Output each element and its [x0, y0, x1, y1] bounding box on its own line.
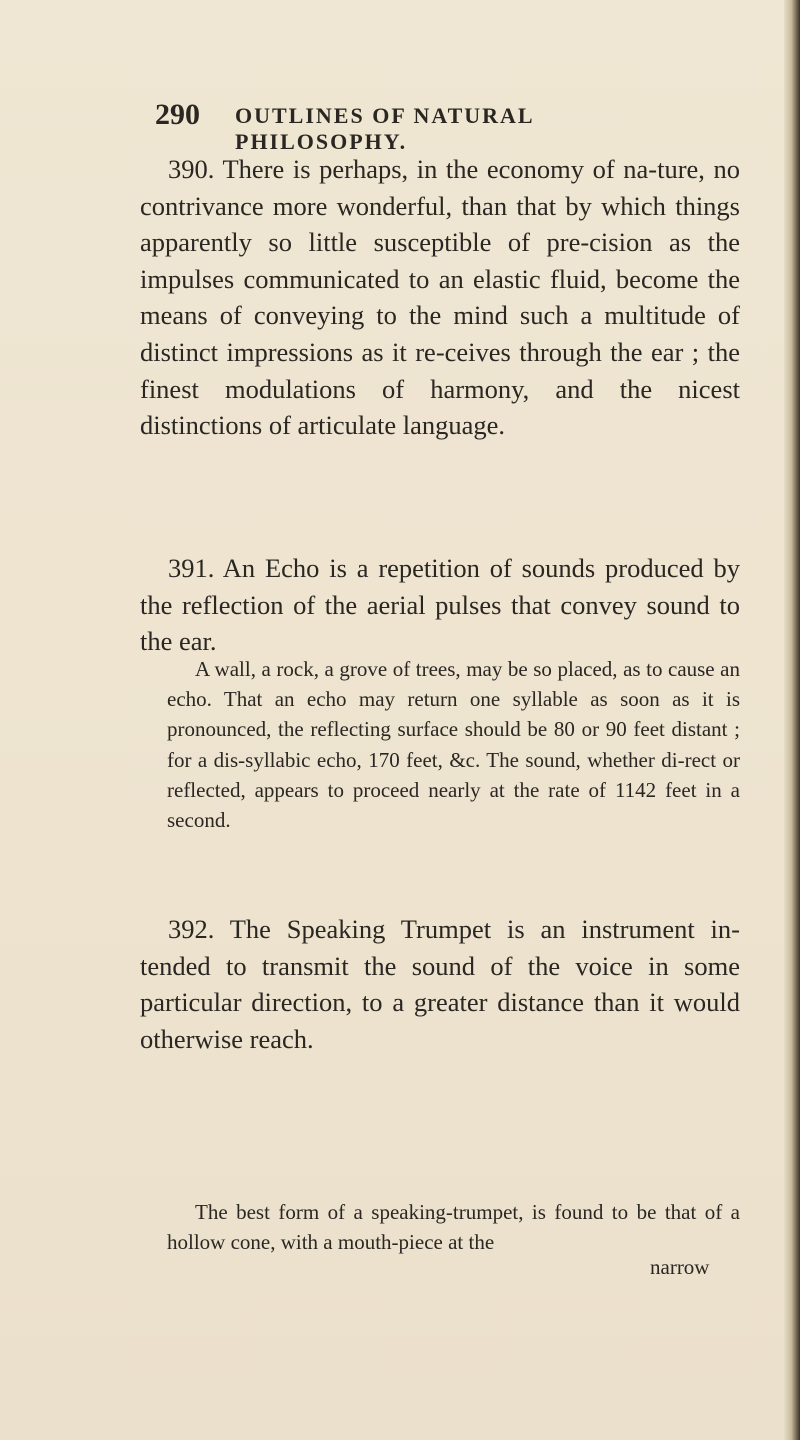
- running-head: [155, 98, 695, 154]
- running-title: OUTLINES OF NATURAL PHILOSOPHY.: [235, 103, 534, 154]
- note-392: The best form of a speaking-trumpet, is found to be that of a hollow cone, with a mouth-piece at the: [167, 1200, 740, 1255]
- note-391: A wall, a rock, a grove of trees, may be so placed, as to cause an echo. That an echo may return one syllable as soon as it is pronounced, the reflecting surface should be 80 or 90 feet distant ; for a dis-syllabic echo, 170 feet, &c. The sound, whether di-rect or reflected, appears to proceed nearly at the rate of 1142 feet in a second.: [167, 657, 740, 833]
- paragraph-392: 392. The Speaking Trumpet is an instrument in-tended to transmit the sound of the voice in some particular direction, to a greater distance than it would otherwise reach.: [140, 914, 740, 1054]
- page-edge-shadow: [784, 0, 800, 1440]
- page-number: 290: [155, 98, 200, 131]
- catchword: narrow: [650, 1255, 710, 1279]
- paragraph-390: 390. There is perhaps, in the economy of na-ture, no contrivance more wonderful, than that by which things apparently so little susceptible of pre-cision as the impulses communicated to an elastic fluid, become the means of conveying to the mind such a multitude of distinct impressions as it re-ceives through the ear ; the finest modulations of harmony, and the nicest distinctions of articulate language.: [140, 154, 740, 441]
- paragraph-391: 391. An Echo is a repetition of sounds produced by the reflection of the aerial pulses that convey sound to the ear.: [140, 553, 740, 657]
